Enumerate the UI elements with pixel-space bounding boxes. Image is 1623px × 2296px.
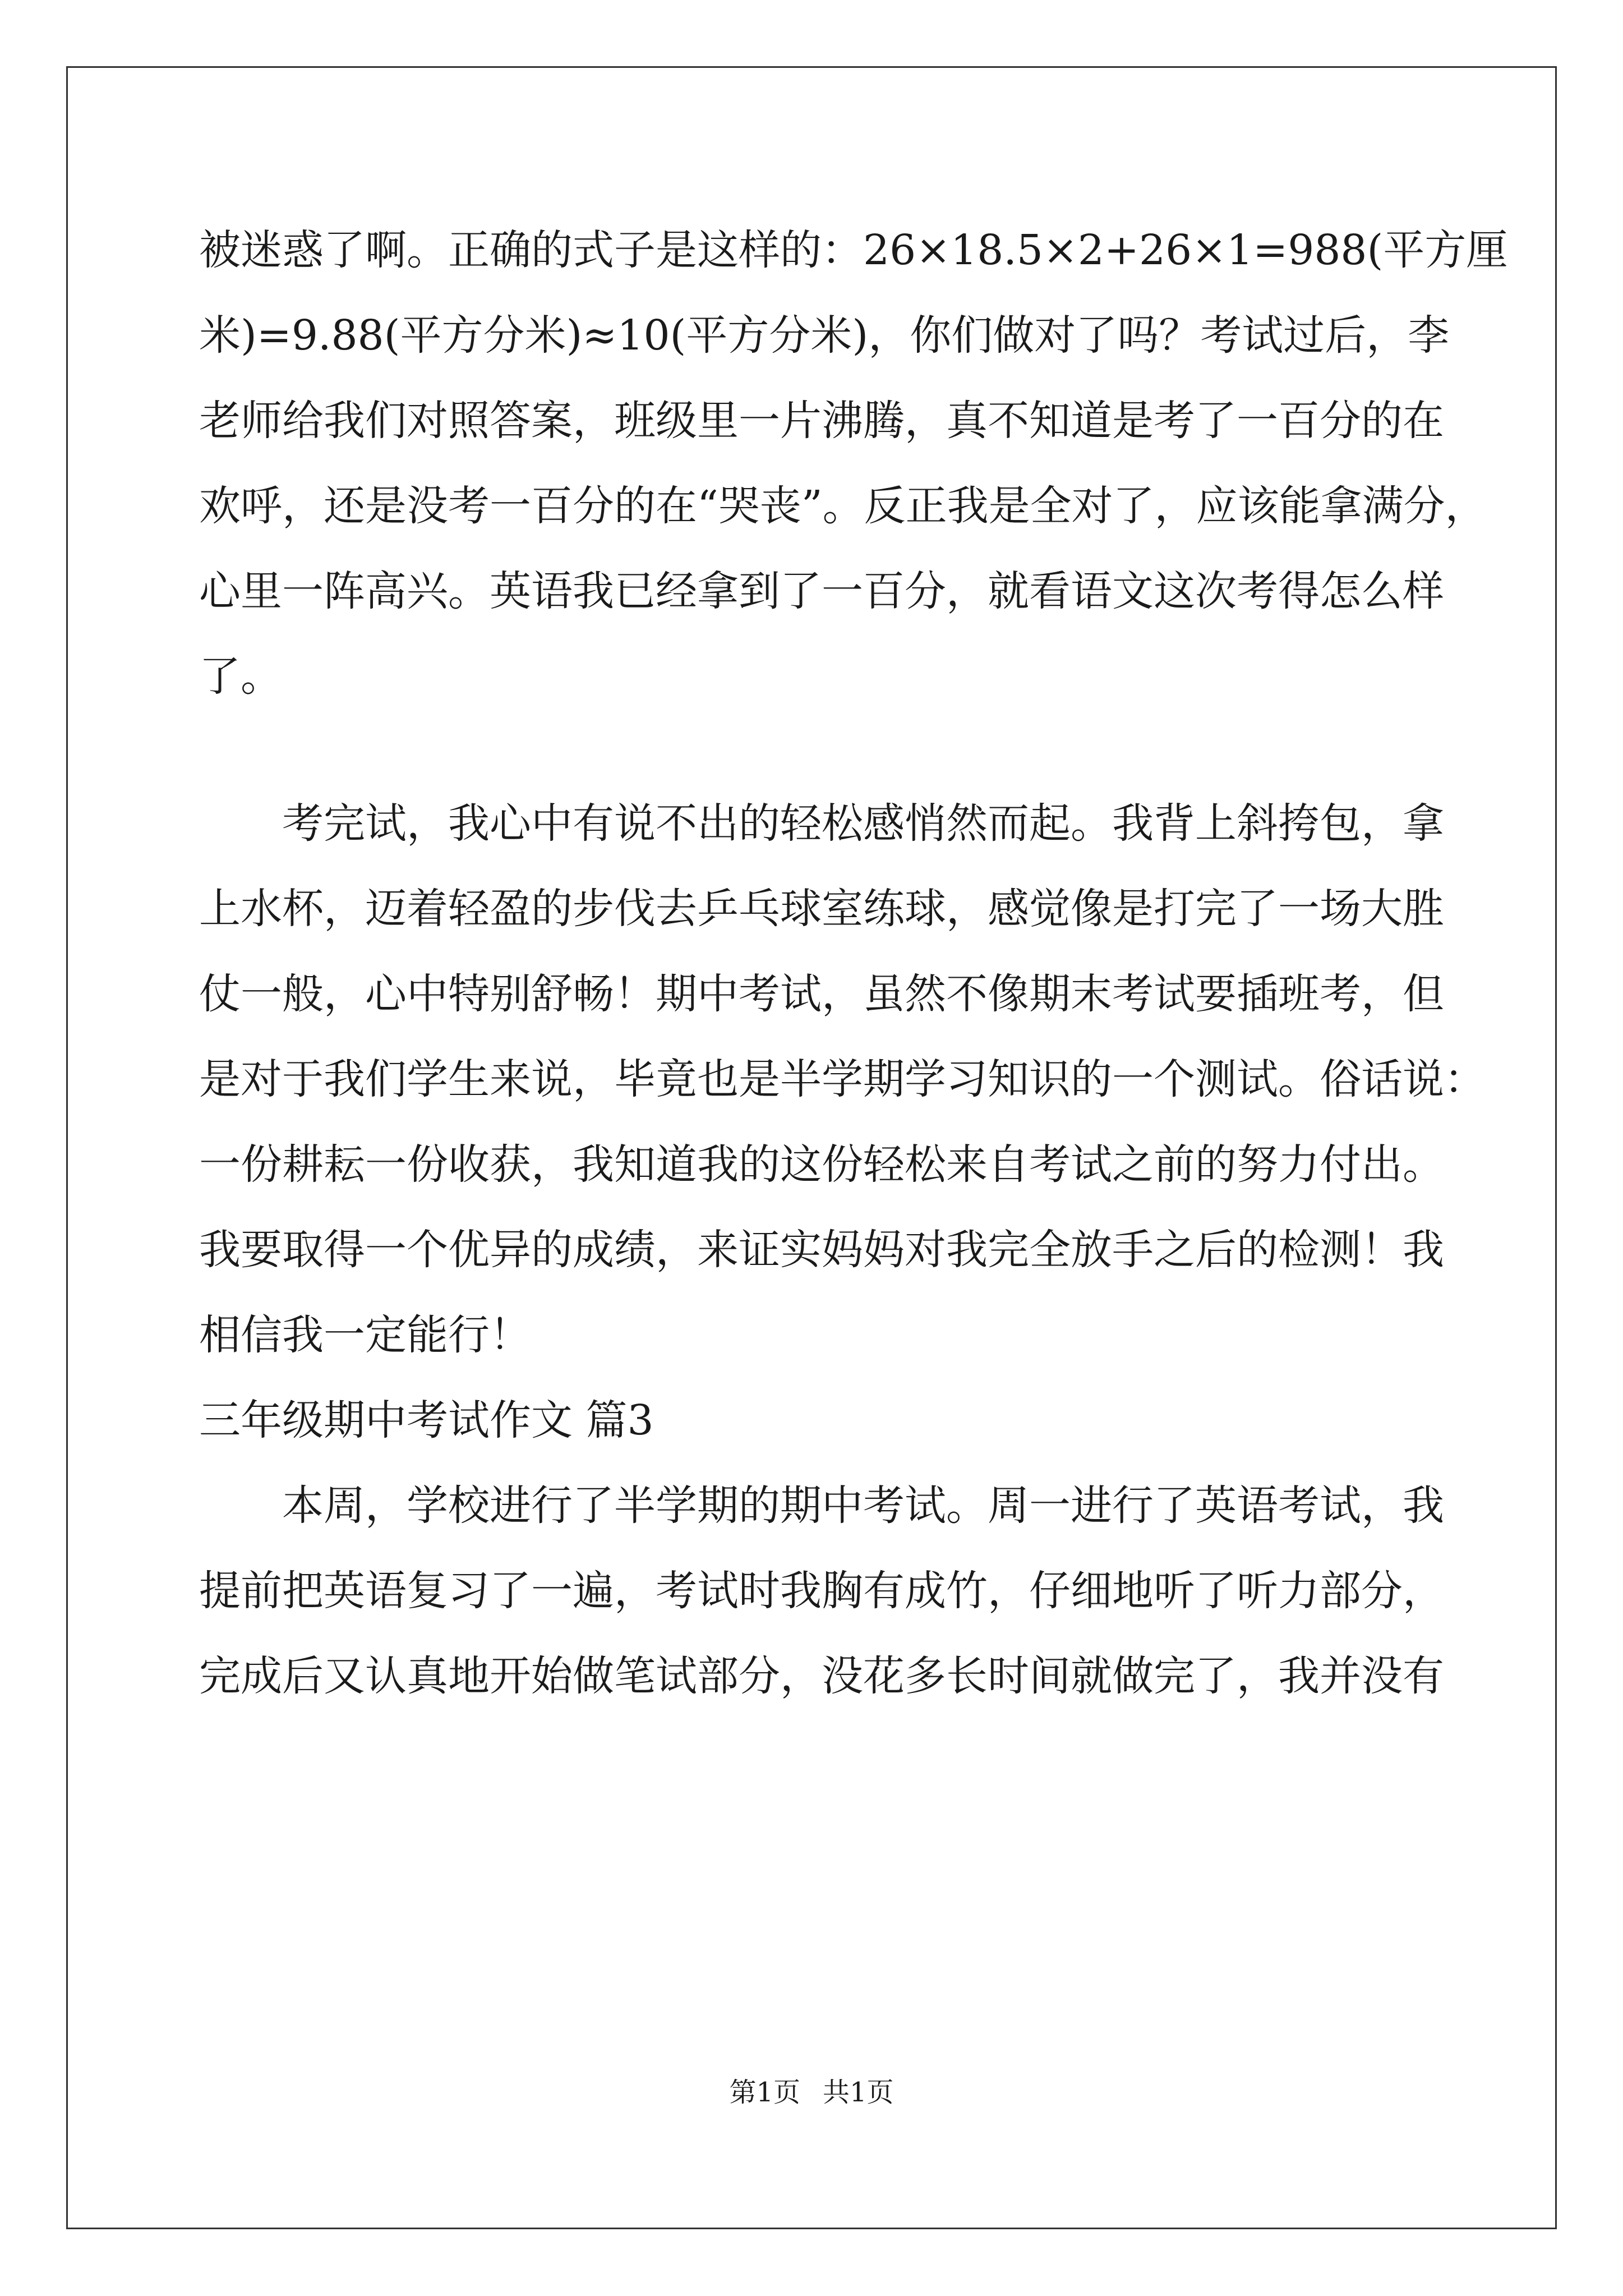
text-line: 相信我一定能行！ xyxy=(199,1311,531,1359)
paragraph-spacer xyxy=(199,719,1433,781)
page-footer xyxy=(0,2076,1623,2109)
section-heading: 三年级期中考试作文 篇3 xyxy=(199,1396,654,1444)
text-line: 考完试，我心中有说不出的轻松感悄然而起。我背上斜挎包，拿 xyxy=(282,799,1444,848)
document-body xyxy=(199,208,1508,1719)
text-line: 提前把英语复习了一遍，考试时我胸有成竹，仔细地听了听力部分， xyxy=(199,1567,1444,1615)
text-line: 老师给我们对照答案，班级里一片沸腾，真不知道是考了一百分的在 xyxy=(199,397,1444,445)
text-line: 完成后又认真地开始做笔试部分，没花多长时间就做完了，我并没有 xyxy=(199,1652,1444,1700)
text-line: 米)=9.88(平方分米)≈10(平方分米)，你们做对了吗？考试过后，李 xyxy=(199,311,1450,360)
text-line: 心里一阵高兴。英语我已经拿到了一百分，就看语文这次考得怎么样 xyxy=(199,567,1444,615)
page-number-current: 第1页 xyxy=(729,2077,800,2108)
text-line: 是对于我们学生来说，毕竟也是半学期学习知识的一个测试。俗话说： xyxy=(199,1055,1486,1103)
text-line: 仗一般，心中特别舒畅！期中考试，虽然不像期末考试要插班考，但 xyxy=(199,970,1444,1018)
paragraph-section-3 xyxy=(199,1463,1444,1719)
page-number-total: 共1页 xyxy=(823,2077,894,2108)
text-line: 本周，学校进行了半学期的期中考试。周一进行了英语考试，我 xyxy=(282,1481,1444,1530)
text-line: 一份耕耘一份收获，我知道我的这份轻松来自考试之前的努力付出。 xyxy=(199,1140,1444,1189)
text-line: 欢呼，还是没考一百分的在“哭丧”。反正我是全对了，应该能拿满分， xyxy=(199,482,1487,530)
text-line: 了。 xyxy=(199,652,282,701)
text-line: 上水杯，迈着轻盈的步伐去乒乓球室练球，感觉像是打完了一场大胜 xyxy=(199,885,1444,933)
text-line: 被迷惑了啊。正确的式子是这样的：26×18.5×2+26×1=988(平方厘 xyxy=(199,226,1508,274)
text-line: 我要取得一个优异的成绩，来证实妈妈对我完全放手之后的检测！我 xyxy=(199,1226,1444,1274)
paragraph-exam-relief xyxy=(199,781,1486,1378)
paragraph-continued xyxy=(199,208,1508,719)
